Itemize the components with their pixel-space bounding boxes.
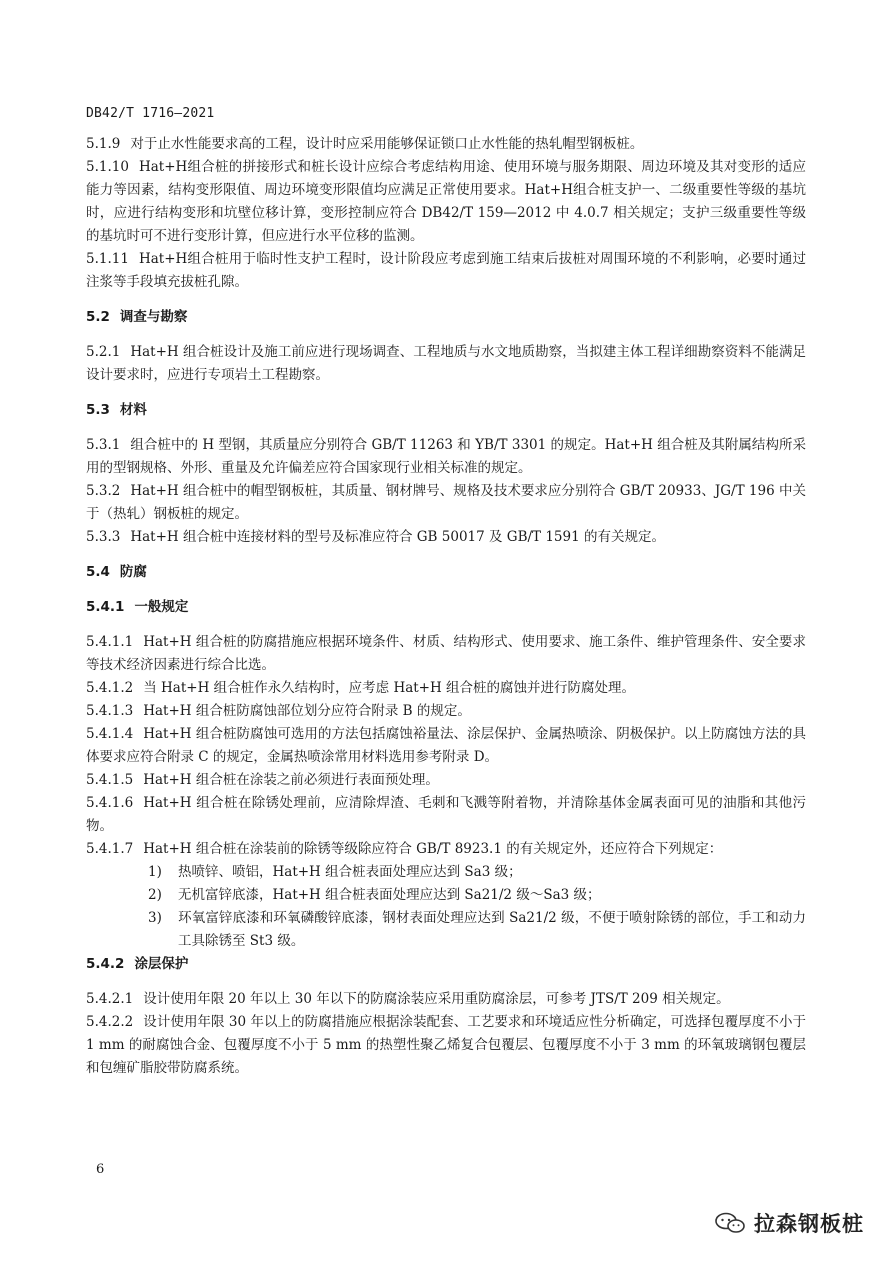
heading-title: 防腐: [119, 564, 147, 580]
section-heading-5-4-1: [86, 596, 806, 619]
clause-text: Hat+H 组合桩在涂装前的除锈等级除应符合 GB/T 8923.1 的有关规定外，还应符合下列规定：: [143, 841, 723, 857]
list-item: [86, 861, 806, 884]
page-number: 6: [96, 1162, 105, 1177]
clause-number: 5.1.11: [86, 251, 129, 267]
list-item-text: 无机富锌底漆，Hat+H 组合桩表面处理应达到 Sa21/2 级～Sa3 级；: [178, 887, 601, 903]
clause-text: 设计使用年限 30 年以上的防腐措施应根据涂装配套、工艺要求和环境适应性分析确定，可选择包覆厚度不小于 1 mm 的耐腐蚀合金、包覆厚度不小于 5 mm 的热塑性聚乙烯复合包覆层、包覆厚度不小于 3 mm 的环氧玻璃钢包覆层和包缠矿脂胶带防腐系统。: [86, 1014, 806, 1076]
clause-5-4-1-2: [86, 677, 806, 700]
clause-5-3-3: [86, 526, 806, 549]
section-heading-5-3: [86, 399, 806, 422]
clause-text: 对于止水性能要求高的工程，设计时应采用能够保证锁口止水性能的热轧帽型钢板桩。: [130, 136, 644, 152]
list-item-text: 环氧富锌底漆和环氧磷酸锌底漆，钢材表面处理应达到 Sa21/2 级，不便于喷射除锈的部位，手工和动力工具除锈至 St3 级。: [178, 910, 806, 949]
document-code-header: DB42/T 1716—2021: [86, 106, 215, 121]
clause-number: 5.4.1.6: [86, 795, 134, 811]
clause-5-4-1-5: [86, 769, 806, 792]
clause-5-4-1-6: [86, 792, 806, 838]
document-body: [86, 133, 806, 1080]
clause-text: Hat+H组合桩用于临时性支护工程时，设计阶段应考虑到施工结束后拔桩对周围环境的不利影响，必要时通过注浆等手段填充拔桩孔隙。: [86, 251, 806, 290]
heading-number: 5.4.2: [86, 956, 125, 972]
clause-5-4-2-1: [86, 988, 806, 1011]
clause-number: 5.4.1.5: [86, 772, 134, 788]
list-item: [86, 884, 806, 907]
clause-5-4-1-1: [86, 631, 806, 677]
clause-5-1-10: [86, 156, 806, 248]
heading-title: 一般规定: [134, 599, 189, 615]
heading-number: 5.3: [86, 402, 110, 418]
clause-text: 设计使用年限 20 年以上 30 年以下的防腐涂装应采用重防腐涂层，可参考 JTS/T 209 相关规定。: [143, 991, 730, 1007]
list-marker: 3): [148, 910, 162, 926]
clause-text: 当 Hat+H 组合桩作永久结构时，应考虑 Hat+H 组合桩的腐蚀并进行防腐处理。: [143, 680, 636, 696]
heading-title: 材料: [119, 402, 147, 418]
clause-text: Hat+H 组合桩中连接材料的型号及标准应符合 GB 50017 及 GB/T 1591 的有关规定。: [130, 529, 665, 545]
clause-5-1-11: [86, 248, 806, 294]
heading-number: 5.4.1: [86, 599, 125, 615]
clause-5-3-1: [86, 434, 806, 480]
clause-number: 5.3.3: [86, 529, 121, 545]
clause-number: 5.4.1.3: [86, 703, 134, 719]
clause-number: 5.1.9: [86, 136, 121, 152]
clause-text: Hat+H 组合桩防腐蚀部位划分应符合附录 B 的规定。: [143, 703, 471, 719]
section-heading-5-2: [86, 306, 806, 329]
clause-number: 5.4.2.2: [86, 1014, 134, 1030]
heading-number: 5.4: [86, 564, 110, 580]
list-marker: 1): [148, 864, 162, 880]
list-item: [86, 907, 806, 953]
clause-text: Hat+H 组合桩中的帽型钢板桩，其质量、钢材牌号、规格及技术要求应分别符合 GB/T 20933、JG/T 196 中关于（热轧）钢板桩的规定。: [86, 483, 806, 522]
clause-number: 5.3.1: [86, 437, 121, 453]
clause-5-2-1: [86, 341, 806, 387]
clause-5-4-1-4: [86, 723, 806, 769]
clause-number: 5.2.1: [86, 344, 121, 360]
clause-number: 5.1.10: [86, 159, 129, 175]
section-heading-5-4: [86, 561, 806, 584]
clause-number: 5.4.1.4: [86, 726, 134, 742]
watermark: [714, 1208, 864, 1238]
list-marker: 2): [148, 887, 162, 903]
clause-text: 组合桩中的 H 型钢，其质量应分别符合 GB/T 11263 和 YB/T 3301 的规定。Hat+H 组合桩及其附属结构所采用的型钢规格、外形、重量及允许偏差应符合国家现行业相关标准的规定。: [86, 437, 806, 476]
clause-number: 5.3.2: [86, 483, 121, 499]
clause-5-3-2: [86, 480, 806, 526]
watermark-text: 拉森钢板桩: [754, 1212, 864, 1236]
wechat-icon: [714, 1212, 746, 1234]
clause-number: 5.4.2.1: [86, 991, 134, 1007]
section-heading-5-4-2: [86, 953, 806, 976]
clause-text: Hat+H 组合桩防腐蚀可选用的方法包括腐蚀裕量法、涂层保护、金属热喷涂、阴极保护。以上防腐蚀方法的具体要求应符合附录 C 的规定，金属热喷涂常用材料选用参考附录 D。: [86, 726, 806, 765]
list-item-text: 热喷锌、喷铝，Hat+H 组合桩表面处理应达到 Sa3 级；: [178, 864, 522, 880]
clause-5-4-1-7: [86, 838, 806, 861]
clause-text: Hat+H 组合桩的防腐措施应根据环境条件、材质、结构形式、使用要求、施工条件、维护管理条件、安全要求等技术经济因素进行综合比选。: [86, 634, 806, 673]
heading-title: 涂层保护: [134, 956, 189, 972]
clause-5-4-1-3: [86, 700, 806, 723]
clause-text: Hat+H 组合桩在涂装之前必须进行表面预处理。: [143, 772, 439, 788]
clause-text: Hat+H 组合桩在除锈处理前，应清除焊渣、毛刺和飞溅等附着物，并清除基体金属表面可见的油脂和其他污物。: [86, 795, 806, 834]
clause-number: 5.4.1.2: [86, 680, 134, 696]
heading-number: 5.2: [86, 309, 110, 325]
clause-number: 5.4.1.7: [86, 841, 134, 857]
clause-text: Hat+H 组合桩设计及施工前应进行现场调查、工程地质与水文地质勘察，当拟建主体工程详细勘察资料不能满足设计要求时，应进行专项岩土工程勘察。: [86, 344, 806, 383]
heading-title: 调查与勘察: [119, 309, 188, 325]
clause-5-1-9: [86, 133, 806, 156]
clause-5-4-2-2: [86, 1011, 806, 1080]
clause-text: Hat+H组合桩的拼接形式和桩长设计应综合考虑结构用途、使用环境与服务期限、周边环境及其对变形的适应能力等因素，结构变形限值、周边环境变形限值均应满足正常使用要求。Hat+H组合桩支护一、二级重要性等级的基坑时，应进行结构变形和坑壁位移计算，变形控制应符合 DB42/T 159—2012 中 4.0.7 相关规定；支护三级重要性等级的基坑时可不进行变形计算，但应进行水平位移的监测。: [86, 159, 806, 244]
clause-number: 5.4.1.1: [86, 634, 134, 650]
